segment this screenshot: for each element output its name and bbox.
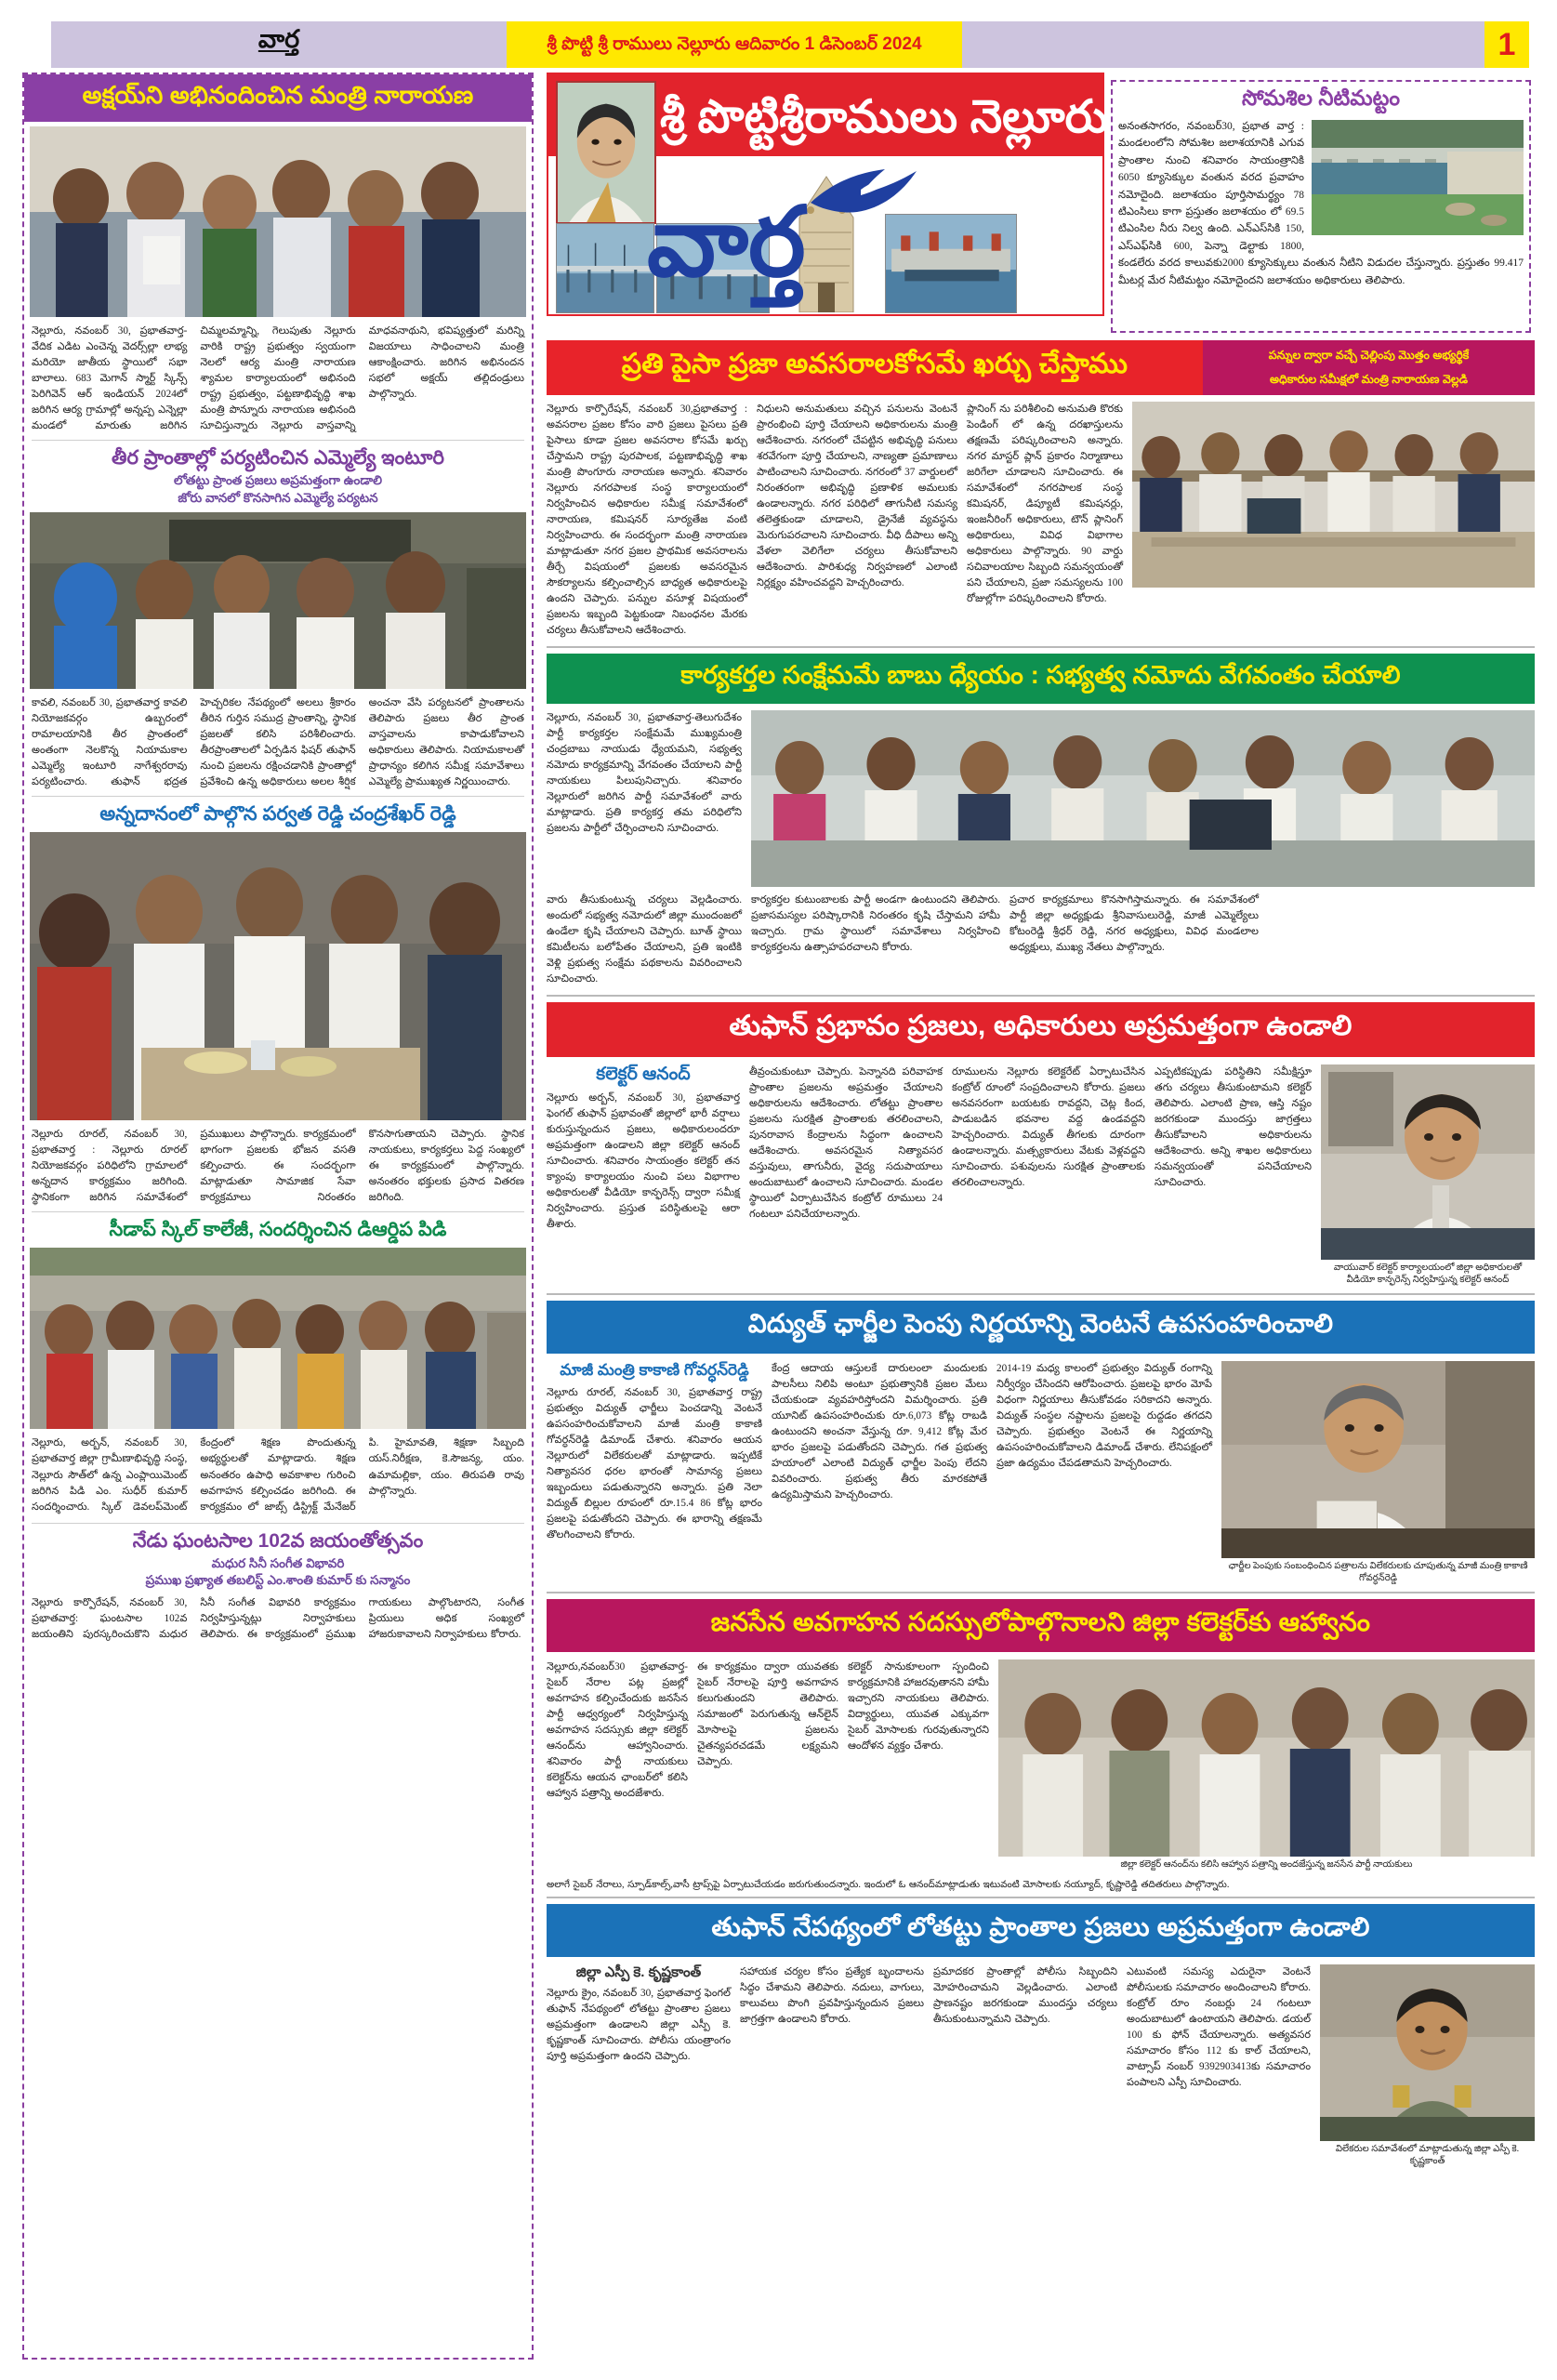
left-story5-headline: నేడు ఘంటసాల 102వ జయంతోత్సవం: [132, 1529, 424, 1552]
mid-story4-photo-caption: ఛార్జీల పెంపుకు సంబంధించిన పత్రాలను విలేకరులకు చూపుతున్న మాజీ మంత్రి కాకాణి గోవర్ధన్‌రెడ్డి: [1228, 1561, 1528, 1584]
mid-story3-col3: రూములను నెల్లూరు కలెక్టరేట్ ఏర్పాటుచేసిన కంట్రోల్ రూంలో సంప్రదించాలని కోరారు. ప్రజలు అనవసరంగా బయటకు రావద్దని, చెట్ల కింద, పాడుబడిన భవనాల వద్ద ఉండవద్దని హెచ్చరించారు. విద్యుత్ తీగలకు దూరంగా ఉండాలన్నారు. మత్స్యకారులు వేటకు వెళ్లవద్దని సూచించారు. పశువులను సురక్షిత ప్రాంతాలకు తరలించాలన్నారు.: [952, 1066, 1145, 1189]
mid-story3-headline: తుఫాన్ ప్రభావం ప్రజలు, అధికారులు అప్రమత్తంగా ఉండాలి: [547, 1002, 1535, 1057]
left-story2-photo: [30, 512, 526, 689]
left-story2-subline1: లోతట్టు ప్రాంత ప్రజలు అప్రమత్తంగా ఉండాలి: [173, 473, 383, 488]
photo-graphic: [30, 832, 526, 1120]
divider-2: [32, 796, 524, 797]
mid-divider-1: [547, 646, 1535, 648]
mid-story1-side-lines: [1203, 340, 1535, 395]
mid-story2-col3: కార్యకర్తల కుటుంబాలకు పార్టీ అండగా ఉంటుందని తెలిపారు. ప్రజాసమస్యల పరిష్కారానికి నిరంతరం కృషి చేస్తామని హామీ ఇచ్చారు. గ్రామ స్థాయిలో సమావేశాలు నిర్వహించి కార్యకర్తలను ఉత్సాహపరచాలని కోరారు.: [751, 894, 1000, 954]
mid-story2-headline: కార్యకర్తల సంక్షేమమే బాబు ధ్యేయం : సభ్యత్వ నమోదు వేగవంతం చేయాలి: [547, 654, 1535, 704]
mid-story1-col3: ప్లానింగ్ ను పరిశీలించి అనుమతి కొరకు పెండింగ్ లో ఉన్న దరఖాస్తులను తక్షణమే పరిష్కరించాలని అన్నారు. నగర మాస్టర్ ప్లాన్ ప్రకారం నిర్మాణాలు జరిగేలా చూడాలని సూచించారు. ఈ సమావేశంలో నగరపాలక సంస్థ కమిషనర్, డిప్యూటీ కమిషనర్లు, ఇంజనీరింగ్ అధికారులు, టౌన్ ప్లానింగ్ అధికారులు, వివిధ విభాగాల అధికారులు పాల్గొన్నారు. 90 వార్డు సచివాలయాల సిబ్బంది సమన్వయంతో పని చేయాలని, ప్రజా సమస్యలను 100 రోజుల్లోగా పరిష్కరించాలని కోరారు.: [967, 403, 1123, 605]
mid-story3-content: [547, 1064, 1535, 1288]
wordmark-text: వార్త: [647, 190, 806, 297]
mid-story2-col2: వారు తీసుకుంటున్న చర్యలు వెల్లడించారు. అందులో సభ్యత్వ నమోదులో జిల్లా ముందంజలో ఉండేలా కృషి చేయాలని చెప్పారు. బూత్ స్థాయి కమిటీలను బలోపేతం చేయాలని, ప్రతి ఇంటికి వెళ్లి ప్రభుత్వ సంక్షేమ పథకాలను వివరించాలని సూచించారు.: [547, 894, 742, 985]
mid-story1-headline: ప్రతి పైసా ప్రజా అవసరాలకోసమే ఖర్చు చేస్తాము: [547, 340, 1203, 395]
top-bar: [51, 21, 1529, 68]
mid-story1-photo: [1132, 402, 1535, 588]
mid-story6-col2: సహాయక చర్యల కోసం ప్రత్యేక బృందాలను సిద్ధం చేశామని తెలిపారు. నదులు, వాగులు, కాలువలు పొంగి ప్రవహిస్తున్నందున ప్రజలు జాగ్రత్తగా ఉండాలని కోరారు.: [740, 1965, 924, 2026]
mid-story2-top: [547, 710, 1535, 887]
mid-story6-kicker: జిల్లా ఎస్పీ కె. కృష్ణకాంత్: [575, 1964, 702, 1980]
mid-story1-col1: నెల్లూరు కార్పొరేషన్, నవంబర్ 30,ప్రభాతవార్త : అవసరాల ప్రజల కోసం వారి ప్రజలు పైసలు ప్రతి పైసాలు కూడా ప్రజల అవసరాల కోసమే ఖర్చు చేస్తామని రాష్ట్ర పురపాలక, పట్టణాభివృద్ధి శాఖ మంత్రి పొంగూరు నారాయణ అన్నారు. శనివారం నెల్లూరు నగరపాలక సంస్థ కార్యాలయంలో నిర్వహించిన అధికారుల సమీక్ష సమావేశంలో నారాయణ, కమిషనర్ సూర్యతేజ వంటి నిర్వహించారు. ఈ సందర్భంగా మంత్రి నారాయణ మాట్లాడుతూ నగర ప్రజల ప్రాథమిక అవసరాలను తీర్చే విషయంలో ప్రజలకు అవసరమైన సౌకర్యాలను కల్పించాల్సిన బాధ్యత అధికారులపై ఉందని చెప్పారు. పన్నుల వసూళ్ల విషయంలో ప్రజలను ఇబ్బంది పెట్టకుండా నిబంధనల మేరకు చర్యలు తీసుకోవాలని ఆదేశించారు.: [547, 403, 747, 637]
left-story3-photo: [30, 832, 526, 1120]
mid-story6-photo-caption: విలేకరుల సమావేశంలో మాట్లాడుతున్న జిల్లా ఎస్పీ కె. కృష్ణకాంత్: [1335, 2143, 1520, 2166]
divider-3: [32, 1211, 524, 1212]
left-story5-subline2: ప్రముఖ ప్రఖ్యాత తబలిస్ట్ ఎం.శాంతి కుమార్ కు సన్మానం: [145, 1573, 411, 1588]
left-story3-body: నెల్లూరు రూరల్, నవంబర్ 30, ప్రభాతవార్త : నెల్లూరు రూరల్ నియోజకవర్గం పరిధిలోని గ్రామాలలో అన్నదాన కార్యక్రమం జరిగింది. స్థానికంగా జరిగిన సమావేశంలో ప్రముఖులు పాల్గొన్నారు. కార్యక్రమంలో భాగంగా ప్రజలకు భోజన వసతి కల్పించారు. ఈ సందర్భంగా మాట్లాడుతూ సామాజిక సేవా కార్యక్రమాలు నిరంతరం కొనసాగుతాయని చెప్పారు. స్థానిక నాయకులు, కార్యకర్తలు పెద్ద సంఖ్యలో ఈ కార్యక్రమంలో పాల్గొన్నారు. అనంతరం భక్తులకు ప్రసాద వితరణ జరిగింది.: [32, 1129, 524, 1204]
mid-divider-3: [547, 1293, 1535, 1295]
mid-story3-kicker: కలెక్టర్ ఆనంద్: [596, 1064, 691, 1085]
mid-story5-photo-caption: జిల్లా కలెక్టర్ ఆనంద్‌ను కలిసి ఆహ్వాన పత్రాన్ని అందజేస్తున్న జనసేన పార్టీ నాయకులు: [1120, 1859, 1413, 1871]
mid-story3-col1: నెల్లూరు అర్బన్, నవంబర్ 30, ప్రభాతవార్త ఫెంగల్ తుఫాన్ ప్రభావంతో జిల్లాలో భారీ వర్షాలు కురుస్తున్నందున ప్రజలు, అధికారులందరూ అప్రమత్తంగా ఉండాలని జిల్లా కలెక్టర్ ఆనంద్ సూచించారు. శనివారం సాయంత్రం కలెక్టర్ తన క్యాంపు కార్యాలయం నుంచి పలు విభాగాల అధికారులతో వీడియో కాన్ఫరెన్స్ ద్వారా సమీక్ష నిర్వహించారు. ప్రస్తుత పరిస్థితులపై ఆరా తీశారు.: [547, 1092, 740, 1231]
left-story2-subline2: జోరు వానలో కొనసాగిన ఎమ్మెల్యే పర్యటన: [178, 490, 378, 505]
mid-story4-kicker: మాజీ మంత్రి కాకాణి గోవర్ధన్‌రెడ్డి: [560, 1361, 749, 1380]
mid-story4-col1: నెల్లూరు రూరల్, నవంబర్ 30, ప్రభాతవార్త రాష్ట్ర ప్రభుత్వం విద్యుత్ ఛార్జీలు పెంచడాన్ని వెంటనే ఉపసంహరించుకోవాలని మాజీ మంత్రి కాకాణి గోవర్ధన్‌రెడ్డి డిమాండ్ చేశారు. శనివారం ఆయన నెల్లూరులో విలేకరులతో మాట్లాడారు. ఇప్పటికే నిత్యావసర ధరల భారంతో సామాన్య ప్రజలు ఇబ్బందులు పడుతున్నారని అన్నారు. ప్రతి నెలా విద్యుత్ బిల్లుల రూపంలో రూ.15.4 86 కోట్ల భారం ప్రజలపై పడుతోందని చెప్పారు. ఈ భారాన్ని తక్షణమే తొలగించాలని కోరారు.: [547, 1387, 762, 1541]
left-story5-subline1: మధుర సినీ సంగీత విభావరి: [211, 1555, 345, 1570]
meeting-photo-graphic: [1132, 402, 1535, 588]
mid-story6-col3: ప్రమాదకర ప్రాంతాల్లో పోలీసు సిబ్బందిని మోహరించామని వెల్లడించారు. ఎలాంటి ప్రాణనష్టం జరగకుండా ముందస్తు చర్యలు తీసుకుంటున్నామని చెప్పారు.: [933, 1965, 1117, 2026]
minister-photo-graphic: [1221, 1361, 1535, 1558]
mid-story1-headline-row: [547, 340, 1535, 395]
mid-story2-col1: నెల్లూరు, నవంబర్ 30, ప్రభాతవార్త-తెలుగుదేశం పార్టీ కార్యకర్తల సంక్షేమమే ముఖ్యమంత్రి చంద్రబాబు నాయుడు ధ్యేయమని, సభ్యత్వ నమోదు కార్యక్రమాన్ని వేగవంతం చేయాలని పార్టీ నాయకులు పిలుపునిచ్చారు. శనివారం నెల్లూరులో జరిగిన పార్టీ సమావేశంలో వారు మాట్లాడారు. ప్రతి కార్యకర్త తమ పరిధిలోని ప్రజలను పార్టీలో చేర్పించాలని సూచించారు.: [547, 712, 742, 835]
mid-story6-content: [547, 1964, 1535, 2169]
left-story1-body: నెల్లూరు, నవంబర్ 30, ప్రభాతవార్త-వేదిక ఎడిట ఎంచెన్న వెదర్స్‌ల్లా లాభ్య మరియో జాతీయ స్థాయిలో సభా బాలాలు. 683 మెగాన్‌ స్మార్ట్‌ స్కిన్స్‌ పెరిగివెన్‌ ఆర్‌ ఇండియన్‌ 2024లో జరిగిన ఆర్య గ్రామాల్లో అన్నప్ప ఎన్నెల్లా మండలో మారుతు జరిగిన చిమ్మలమ్మాన్ని, గెలుపుతు నెల్లూరు వారికి రాష్ట్ర ప్రభుత్వం స్వయంగా నెలలో ఆర్య మంత్రి నారాయణ శ్యామల కార్యాలయంలో అభినంది రాష్ట్ర ప్రభుత్వం, పట్టణాభివృద్ధి శాఖ మంత్రి పొన్నూరు నారాయణ అభినంది సూచిస్తున్నారు నెల్లూరు వాస్తవాన్ని మాధవనాథుని, భవిష్యత్తులో మరిన్ని విజయాలు సాధించాలని మంత్రి ఆకాంక్షించారు. జరిగిన అభినందన సభలో అక్షయ్ తల్లిదండ్రులు పాల్గొన్నారు.: [32, 325, 524, 432]
mid-story4-col2: కేంద్ర ఆదాయ ఆస్తులకే దారులంలా మందులకు పాలసీలు నిలిపి అంటూ ప్రభుత్వానికి ప్రజల మేలు చేయకుండా వ్యవహరిస్తోందని విమర్శించారు. ప్రతి యూనిట్ ఉపసంహరించుకు రూ.6,073 కోట్ల రాబడి ఉంటుందని అంచనా వేస్తున్న రూ. 9,412 కోట్ల మేర భారం ప్రజలపై పడుతోందని చెప్పారు. గత ప్రభుత్వ హయాంలో ఎలాంటి విద్యుత్ ఛార్జీల పెంపు లేదని వివరించారు. ప్రభుత్వ తీరు మారకపోతే ఉద్యమిస్తామని హెచ్చరించారు.: [772, 1363, 987, 1501]
mid-story1-content: [547, 402, 1535, 639]
left-story4-body: నెల్లూరు, అర్బన్, నవంబర్ 30, ప్రభాతవార్త జిల్లా గ్రామీణాభివృద్ధి సంస్థ, నెల్లూరు సౌత్‌లో ఉన్న ఎంప్లాయిమెంట్ జరిగిన పిడి ఎం. సుధీర్ కుమార్ సందర్శించారు. స్కిల్ డెవలప్‌మెంట్ కేంద్రంలో శిక్షణ పొందుతున్న అభ్యర్థులతో మాట్లాడారు. శిక్షణ అనంతరం ఉపాధి అవకాశాల గురించి అవగాహన కల్పించడం జరిగింది. ఈ కార్యక్రమం లో జాబ్స్ డిస్ట్రిక్ట్ మేనేజర్ పి. హైమావతి, శిక్షణా సిబ్బంది యస్.నిరీక్షణ, కె.సౌజన్య, యం. ఉమామల్లికా, యం. తిరుపతి రావు పాల్గొన్నారు.: [32, 1437, 524, 1513]
mid-story5-content: [547, 1659, 1535, 1872]
masthead-title: శ్రీ పొట్టిశ్రీరాములు నెల్లూరు: [660, 92, 1108, 142]
collector-photo-graphic: [1321, 1064, 1535, 1260]
mid-story1-side-line1: పన్నుల ద్వారా వచ్చే చెల్లింపు మొత్తం అభ్యర్థికే: [1268, 348, 1470, 362]
left-story3-headline: అన్నదానంలో పాల్గొన పర్వత రెడ్డి చంద్రశేఖర్ రెడ్డి: [99, 802, 456, 825]
mid-story1-col2: నిధులని అనుమతులు వచ్చిన పనులను వెంటనే ప్రారంభించి పూర్తి చేయాలని అధికారులను మంత్రి ఆదేశించారు. నగరంలో చేపట్టిన అభివృద్ధి పనులు శరవేగంగా పూర్తి చేయాలని, నాణ్యతా ప్రమాణాలు పాటించాలని సూచించారు. నగరంలో 37 వార్డులలో నిరంతరంగా అభివృద్ధి ప్రణాళిక అమలుకు ఉండాలన్నారు. నగర పరిధిలో తాగునీటి సమస్య తలెత్తకుండా చూడాలని, డ్రైనేజీ వ్యవస్థను మెరుగుపరచాలని సూచించారు. వీధి దీపాలు అన్ని వేళలా వెలిగేలా చర్యలు తీసుకోవాలని ఆదేశించారు. పారిశుధ్య నిర్వహణలో ఎలాంటి నిర్లక్ష్యం వహించవద్దని హెచ్చరించారు.: [757, 403, 957, 589]
mid-story5-photo: [998, 1659, 1535, 1857]
somasila-body: అనంతసాగరం, నవంబర్30, ప్రభాత వార్త : మండలంలోని సోమశిల జలాశయానికి ఎగువ ప్రాంతాల నుంచి శనివారం సాయంత్రానికి 6050 క్యూసెక్కుల వంతున వరద ప్రవాహం నమోదైంది. జలాశయం పూర్తిసామర్థ్యం 78 టిఎంసిలు కాగా ప్రస్తుతం జలాశయం లో 69.5 టిఎంసిల నీరు నిల్వ ఉంది. ఎన్‌ఎస్‌సికి 150, ఎస్‌ఎఫ్‌సికి 600, పెన్నా డెల్టాకు 1800, కండలేరు వరద కాలువకు2000 క్యూసెక్కులు వంతున నీటిని విడుదల చేస్తున్నారు. ప్రస్తుతం 99.417 మీటర్ల మేర నీటిమట్టం నమోదైందని జలాశయం అధికారులు తెలిపారు.: [1118, 121, 1524, 286]
mid-story5-footer: అలాగే సైబర్ నేరాలు, స్పూడ్‌కాల్స్,వాసీ ట్రాప్స్‌పై ఏర్పాటుచేయడం జరుగుతుందన్నారు. ఇందులో ఓ ఆనంద్‌మాట్లాడుతు ఇటువంటి మోసాలకు నయ్యూద్, కృష్ణారెడ్డి తదితరులు పాల్గొన్నారు.: [547, 1880, 1230, 1891]
left-story2-headline: తీర ప్రాంతాల్లో పర్యటించిన ఎమ్మెల్యే ఇంటూరి: [112, 447, 444, 469]
mid-story3-photo-caption: వాయువార్ కలెక్టర్ కార్యాలయంలో జిల్లా అధికారులతో వీడియో కాన్ఫరెన్స్ నిర్వహిస్తున్న కలెక్టర్ ఆనంద్: [1333, 1263, 1523, 1286]
mid-story6-photo: [1320, 1964, 1535, 2141]
left-story4-headline: సీడాప్ స్కిల్ కాలేజీ, సందర్శించిన డిఆర్డిప పిడి: [109, 1219, 447, 1241]
party-meeting-graphic: [751, 710, 1535, 887]
photo-graphic: [30, 126, 526, 317]
masthead-spacer: [547, 73, 1535, 340]
left-story5-body: నెల్లూరు కార్పొరేషన్, నవంబర్ 30, ప్రభాతవార్త: ఘంటసాల 102వ జయంతిని పురస్కరించుకొని మధుర సినీ సంగీత విభావరి కార్యక్రమం నిర్వహిస్తున్నట్లు నిర్వాహకులు తెలిపారు. ఈ కార్యక్రమంలో ప్రముఖ గాయకులు పాల్గొంటారని, సంగీత ప్రియులు అధిక సంఖ్యలో హాజరుకావాలని నిర్వాహకులు కోరారు.: [32, 1597, 524, 1641]
somasila-title: సోమశిల నీటిమట్టం: [1241, 86, 1401, 110]
left-story4-photo: [30, 1248, 526, 1429]
mid-story3-photo: [1321, 1064, 1535, 1260]
left-story2-body: కావలి, నవంబర్ 30, ప్రభాతవార్త కావలి నియోజకవర్గం ఉబ్బరంలో రామాలయానికి తీర ప్రాంతంలో అంతంగా నెలకొన్న నియామకాల ఎమ్మెల్యే ఇంటూరి నాగేశ్వరరావు పర్యటించారు. తుఫాన్ భద్రత హెచ్చరికల నేపథ్యంలో అలలు శ్రీకారం తీరిన గుర్తిన సముద్ర ప్రాంతాన్ని, స్థానిక ప్రజలతో కలిసి పరిశీలించారు. తీరప్రాంతాలలో ఏర్పడిన ఫిషర్ తుఫాన్ నుంచి ప్రజలను రక్షించడానికి ప్రాంతాల్లో ప్రవేశించి ఉన్న అధికారులు అలల శీర్షిక అంచనా వేసి పర్యటనలో ప్రాంతాలను తెలిపారు ప్రజలు తీర ప్రాంత వాస్తవాలను కాపాడుకోవాలని అధికారులు తెలిపారు. నియామకాలతో ప్రాధాన్యం కలిగిన సమీక్ష సమావేశాలు ఎమ్మెల్యే ప్రాముఖ్యత నిర్ణయించారు.: [32, 696, 524, 787]
divider-1: [32, 440, 524, 441]
mid-divider-4: [547, 1592, 1535, 1593]
mid-story2-col4: ప్రచార కార్యక్రమాలు కొనసాగిస్తామన్నారు. ఈ సమావేశంలో పార్టీ జిల్లా అధ్యక్షుడు శ్రీనివాసులురెడ్డి, మాజీ ఎమ్మెల్యేలు కోటంరెడ్డి శ్రీధర్ రెడ్డి, నగర అధ్యక్షులు, వివిధ మండలాల అధ్యక్షులు, ముఖ్య నేతలు పాల్గొన్నారు.: [1009, 894, 1259, 954]
left-story1-headline: అక్షయ్‌ని అభినందించిన మంత్రి నారాయణ: [24, 74, 532, 122]
page-number: 1: [1484, 21, 1529, 68]
masthead-mini-logo: వార్త: [257, 25, 300, 53]
mid-story5-headline: జనసేన అవగాహన సదస్సులోపాల్గొనాలని జిల్లా కలెక్టర్‌కు ఆహ్వానం: [547, 1599, 1535, 1652]
mid-story2-bottom: [547, 892, 1535, 987]
mid-story4-content: [547, 1361, 1535, 1586]
sp-photo-graphic: [1320, 1964, 1535, 2141]
mid-story6-col4: ఎటువంటి సమస్య ఎదురైనా వెంటనే పోలీసులకు సమాచారం అందించాలని కోరారు. కంట్రోల్ రూం నంబర్లు 24 గంటలూ అందుబాటులో ఉంటాయని తెలిపారు. డయల్ 100 కు ఫోన్ చేయాలన్నారు. అత్యవసర సమాచారం కోసం 112 కు కాల్ చేయాలని, వాట్సాప్ నంబర్ 9392903413కు సమాచారం పంపాలని ఎస్పీ సూచించారు.: [1127, 1965, 1311, 2089]
divider-4: [32, 1523, 524, 1524]
mid-divider-2: [547, 995, 1535, 997]
mid-story5-col2: ఈ కార్యక్రమం ద్వారా యువతకు సైబర్ నేరాలపై పూర్తి అవగాహన కలుగుతుందని తెలిపారు. సమాజంలో పెరుగుతున్న ఆన్‌లైన్ మోసాలపై ప్రజలను చైతన్యపరచడమే లక్ష్యమని చెప్పారు.: [697, 1661, 838, 1768]
mid-story5-col1: నెల్లూరు,నవంబర్30 ప్రభాతవార్త-సైబర్ నేరాల పట్ల ప్రజల్లో అవగాహన కల్పించేందుకు జనసేన పార్టీ ఆధ్వర్యంలో నిర్వహిస్తున్న అవగాహన సదస్సుకు జిల్లా కలెక్టర్ ఆనంద్‌ను ఆహ్వానించారు. శనివారం పార్టీ నాయకులు కలెక్టర్‌ను ఆయన ఛాంబర్‌లో కలిసి ఆహ్వాన పత్రాన్ని అందజేశారు.: [547, 1661, 688, 1800]
left-column: [22, 73, 534, 2360]
mid-story3-col4: ఎప్పటికప్పుడు పరిస్థితిని సమీక్షిస్తూ తగు చర్యలు తీసుకుంటామని కలెక్టర్ తెలిపారు. ఎలాంటి ప్రాణ, ఆస్తి నష్టం జరగకుండా ముందస్తు జాగ్రత్తలు తీసుకోవాలని అధికారులను ఆదేశించారు. అన్ని శాఖల అధికారులు సమన్వయంతో పనిచేయాలని సూచించారు.: [1155, 1066, 1312, 1189]
mid-story4-col3: 2014-19 మధ్య కాలంలో ప్రభుత్వం విద్యుత్ రంగాన్ని నిర్వీర్యం చేసిందని ఆరోపించారు. ప్రజలపై భారం మోపే విధంగా నిర్ణయాలు తీసుకోవడం సరికాదని అన్నారు. విద్యుత్ సంస్థల నష్టాలను ప్రజలపై రుద్దడం తగదని చెప్పారు. ప్రభుత్వం వెంటనే ఈ నిర్ణయాన్ని ఉపసంహరించుకోవాలని డిమాండ్ చేశారు. లేనిపక్షంలో ప్రజా ఉద్యమం చేపడతామని హెచ్చరించారు.: [996, 1363, 1212, 1470]
mid-story6-headline: తుఫాన్ నేపథ్యంలో లోతట్టు ప్రాంతాల ప్రజలు అప్రమత్తంగా ఉండాలి: [547, 1904, 1535, 1957]
mid-story1-side-line2: అధికారుల సమీక్షలో మంత్రి నారాయణ వెల్లడి: [1270, 372, 1468, 386]
mid-story2-photo: [751, 710, 1535, 887]
main-column: [547, 73, 1535, 2360]
photo-graphic: [30, 1248, 526, 1429]
mid-story4-headline: విద్యుత్ ఛార్జీల పెంపు నిర్ణయాన్ని వెంటనే ఉపసంహరించాలి: [547, 1301, 1535, 1354]
left-story1-photo: [30, 126, 526, 317]
mid-story5-col3: కలెక్టర్ సానుకూలంగా స్పందించి కార్యక్రమానికి హాజరవుతానని హామీ ఇచ్చారని నాయకులు తెలిపారు. విద్యార్థులు, యువత ఎక్కువగా సైబర్ మోసాలకు గురవుతున్నారని ఆందోళన వ్యక్తం చేశారు.: [848, 1661, 989, 1752]
mid-story3-col2: తీవ్రంచుకుంటూ చెప్పారు. పెన్నానది పరివాహక ప్రాంతాల ప్రజలను అప్రమత్తం చేయాలని అధికారులను ఆదేశించారు. లోతట్టు ప్రాంతాల ప్రజలను సురక్షిత ప్రాంతాలకు తరలించాలని, పునరావాస కేంద్రాలను సిద్ధంగా ఉంచాలని ఆదేశించారు. అవసరమైన నిత్యావసర వస్తువులు, తాగునీరు, వైద్య సదుపాయాలు అందుబాటులో ఉంచాలని సూచించారు. మండల స్థాయిలో ఏర్పాటుచేసిన కంట్రోల్ రూములు 24 గంటలూ పనిచేయాలన్నారు.: [749, 1066, 943, 1221]
edition-date: శ్రీ పొట్టి శ్రీ రాములు నెల్లూరు ఆదివారం 1 డిసెంబర్ 2024: [507, 21, 962, 68]
photo-graphic: [30, 512, 526, 689]
janasena-photo-graphic: [998, 1659, 1535, 1857]
mid-story6-col1: నెల్లూరు క్రైం, నవంబర్ 30, ప్రభాతవార్త ఫెంగల్ తుఫాన్ నేపథ్యంలో లోతట్టు ప్రాంతాల ప్రజలు అప్రమత్తంగా ఉండాలని జిల్లా ఎస్పీ కె. కృష్ణకాంత్ సూచించారు. పోలీసు యంత్రాంగం పూర్తి అప్రమత్తంగా ఉందని చెప్పారు.: [547, 1987, 731, 2063]
mid-story4-photo: [1221, 1361, 1535, 1558]
mid-divider-5: [547, 1897, 1535, 1898]
